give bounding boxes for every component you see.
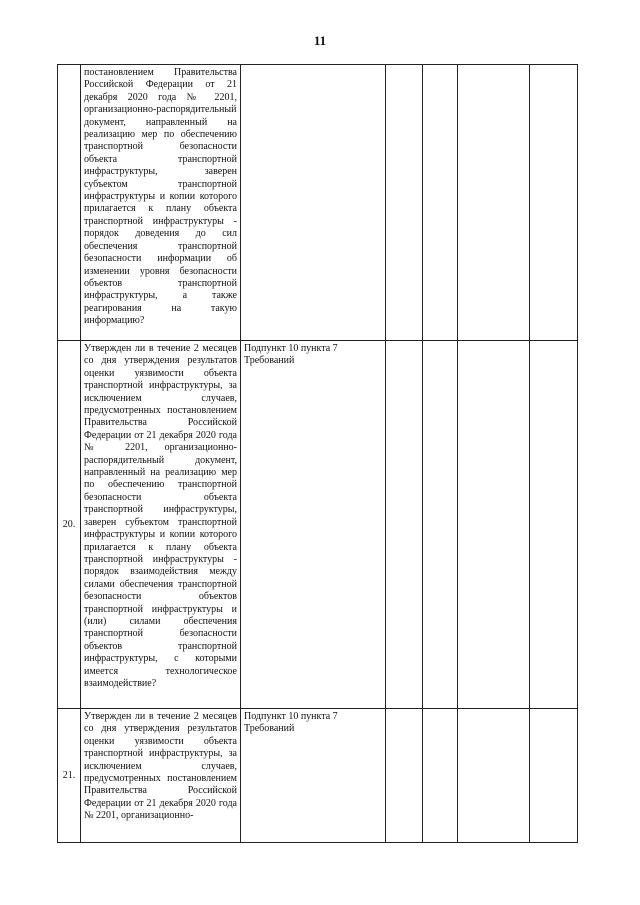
row-number: 21. [58,709,81,843]
answer-cell-no [423,341,458,709]
answer-cell-yes [386,341,423,709]
question-text: Утвержден ли в течение 2 месяцев со дня утверждения результатов оценки уязвимости объекта транспортной инфраструктуры, за исключением случаев, предусмотренных постановлением Правительства Российской Федерации от 21 декабря 2020 года № 2201, организационно- [81,709,241,843]
checklist-table [57,64,578,843]
question-text: постановлением Правительства Российской Федерации от 21 декабря 2020 года № 2201, организационно-распорядительный документ, направленный на реализацию мер по обеспечению транспортной безопасности объекта транспортной инфраструктуры, заверен субъектом транспортной инфраструктуры и копии которого прилагается к плану объекта транспортной инфраструктуры - порядок доведения до сил обеспечения транспортной безопасности информации об изменении уровня безопасности объектов транспортной инфраструктуры, а также реагирования на такую информацию? [81,65,241,341]
page-number: 11 [313,33,327,48]
answer-cell-note [530,65,578,341]
answer-cell-no [423,709,458,843]
answer-cell-note [530,709,578,843]
answer-cell-yes [386,709,423,843]
row-number [58,65,81,341]
answer-cell-note [530,341,578,709]
requirement-reference: Подпункт 10 пункта 7 Требований [241,341,386,709]
table-row [58,65,578,341]
requirement-reference: Подпункт 10 пункта 7 Требований [241,709,386,843]
answer-cell-na [458,341,530,709]
row-number: 20. [58,341,81,709]
question-text: Утвержден ли в течение 2 месяцев со дня утверждения результатов оценки уязвимости объекта транспортной инфраструктуры, за исключением случаев, предусмотренных постановлением Правительства Российской Федерации от 21 декабря 2020 года № 2201, организационно-распорядительный документ, направленный на реализацию мер по обеспечению транспортной безопасности объекта транспортной инфраструктуры, заверен субъектом транспортной инфраструктуры и копии которого прилагается к плану объекта транспортной инфраструктуры - порядок взаимодействия между силами обеспечения транспортной безопасности объектов транспортной инфраструктуры и (или) силами обеспечения транспортной безопасности объектов транспортной инфраструктуры, с которыми имеется технологическое взаимодействие? [81,341,241,709]
answer-cell-na [458,709,530,843]
table-row [58,341,578,709]
answer-cell-no [423,65,458,341]
table-row [58,709,578,843]
answer-cell-na [458,65,530,341]
requirement-reference [241,65,386,341]
answer-cell-yes [386,65,423,341]
